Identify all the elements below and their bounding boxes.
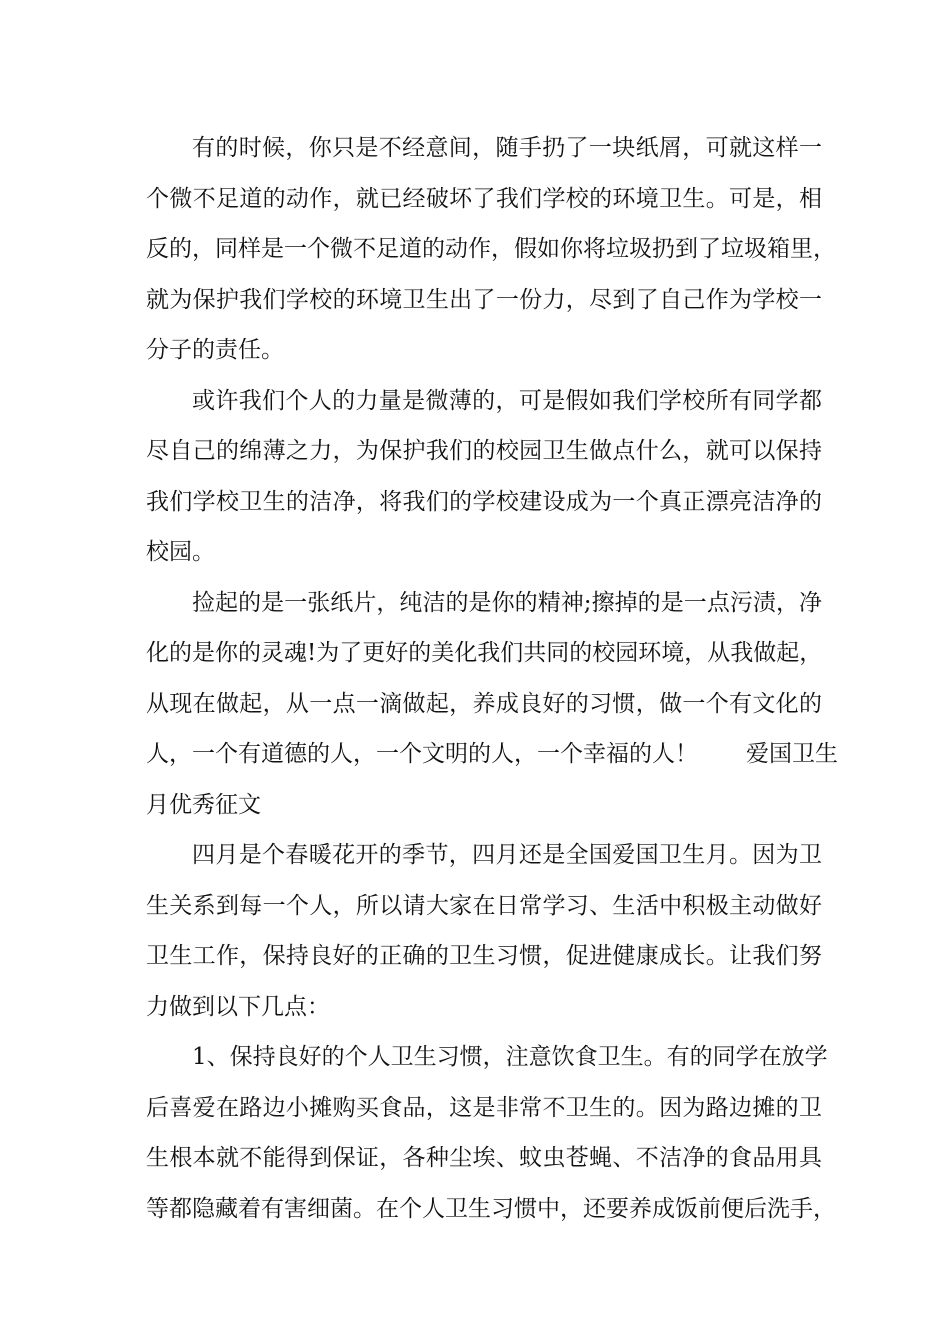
text-line: 校园。: [146, 539, 215, 565]
text-line: 生关系到每一个人，所以请大家在日常学习、生活中积极主动做好: [146, 892, 822, 919]
paragraph-1: [146, 123, 836, 376]
text-line: 有的时候，你只是不经意间，随手扔了一块纸屑，可就这样一: [192, 135, 822, 161]
text-line: 捡起的是一张纸片，纯洁的是你的精神;擦掉的是一点污渍，净: [192, 589, 822, 616]
text-line: 我们学校卫生的洁净，将我们的学校建设成为一个真正漂亮洁净的: [146, 488, 822, 515]
text-line: 等都隐藏着有害细菌。在个人卫生习惯中，还要养成饭前便后洗手，: [146, 1195, 836, 1222]
text-line: 反的，同样是一个微不足道的动作，假如你将垃圾扔到了垃圾箱里，: [146, 236, 836, 262]
text-line: 分子的责任。: [146, 337, 284, 363]
text-line: 四月是个春暖花开的季节，四月还是全国爱国卫生月。因为卫: [192, 842, 822, 868]
paragraph-2: [146, 376, 822, 578]
text-line: 人，一个有道德的人，一个文明的人，一个幸福的人！: [146, 741, 698, 767]
paragraph-5: [146, 1032, 836, 1234]
text-line: 从现在做起，从一点一滴做起，养成良好的习惯，做一个有文化的: [146, 690, 822, 717]
text-line: 后喜爱在路边小摊购买食品，这是非常不卫生的。因为路边摊的卫: [146, 1094, 822, 1121]
text-line: 或许我们个人的力量是微薄的，可是假如我们学校所有同学都: [192, 387, 822, 414]
text-line: 卫生工作，保持良好的正确的卫生习惯，促进健康成长。让我们努: [146, 943, 822, 969]
text-line: 就为保护我们学校的环境卫生出了一份力，尽到了自己作为学校一: [146, 286, 822, 313]
paragraph-3: [146, 578, 838, 831]
inline-heading-end: 月优秀征文: [146, 791, 261, 818]
text-line: 尽自己的绵薄之力，为保护我们的校园卫生做点什么，就可以保持: [146, 438, 822, 464]
text-line: 化的是你的灵魂!为了更好的美化我们共同的校园环境，从我做起，: [146, 640, 823, 666]
document-body: [146, 123, 838, 1234]
text-line: 生根本就不能得到保证，各种尘埃、蚊虫苍蝇、不洁净的食品用具: [146, 1145, 822, 1171]
inline-heading-start: 爱国卫生: [746, 741, 838, 767]
text-line-with-heading: [146, 729, 838, 780]
paragraph-4: [146, 830, 822, 1032]
text-line: 个微不足道的动作，就已经破坏了我们学校的环境卫生。可是，相: [146, 185, 822, 212]
text-line: 1、保持良好的个人卫生习惯，注意饮食卫生。有的同学在放学: [192, 1044, 828, 1070]
text-line: 力做到以下几点：: [146, 993, 330, 1020]
